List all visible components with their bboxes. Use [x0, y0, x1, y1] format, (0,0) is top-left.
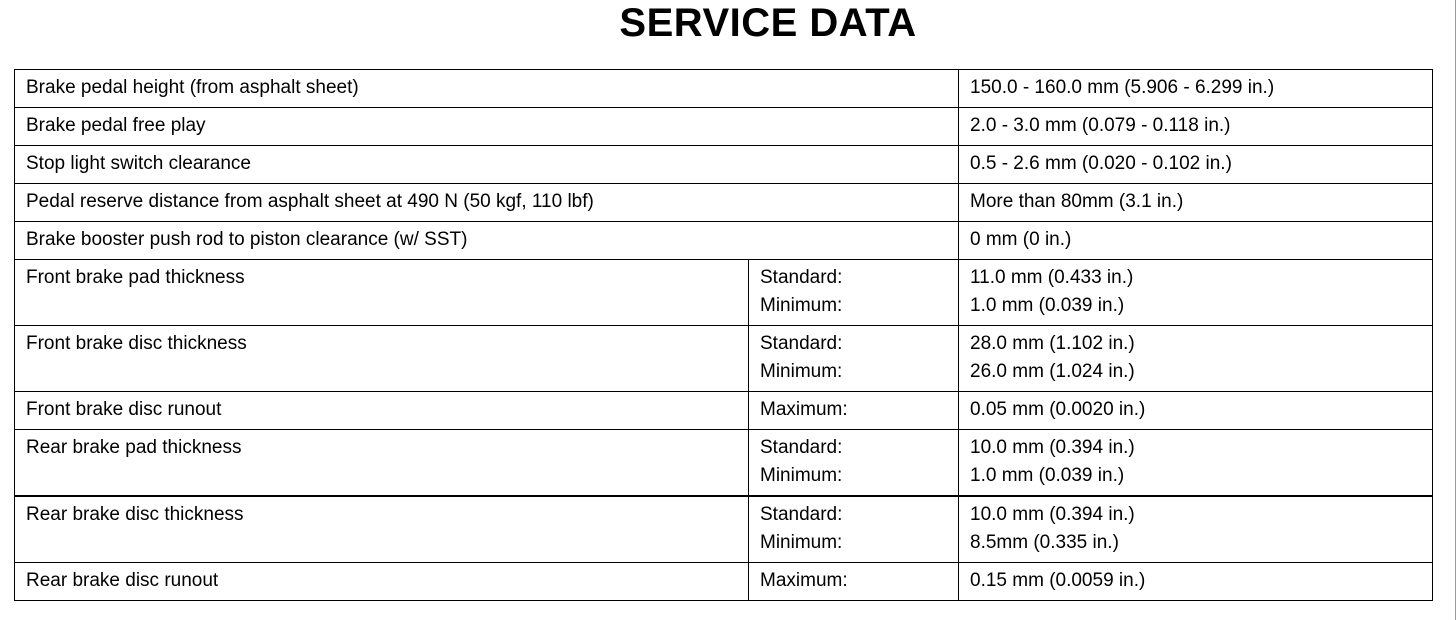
condition-cell [749, 392, 959, 430]
condition-label: Standard: [760, 437, 843, 458]
service-data-table [14, 69, 1433, 601]
condition-cell [749, 496, 959, 563]
item-cell: Brake pedal free play [15, 108, 959, 146]
condition-label: Minimum: [760, 465, 843, 486]
item-cell: Front brake disc thickness [15, 326, 749, 392]
value-line: 10.0 mm (0.394 in.) [970, 437, 1135, 458]
item-cell: Stop light switch clearance [15, 146, 959, 184]
table-row [15, 146, 1433, 184]
condition-label: Standard: [760, 333, 843, 354]
table-row [15, 563, 1433, 601]
item-cell: Rear brake disc thickness [15, 496, 749, 563]
table-row [15, 108, 1433, 146]
value-line: 10.0 mm (0.394 in.) [970, 504, 1135, 525]
value-cell [959, 430, 1433, 497]
value-cell: More than 80mm (3.1 in.) [959, 184, 1433, 222]
condition-label: Maximum: [760, 399, 848, 420]
value-line: 8.5mm (0.335 in.) [970, 532, 1119, 553]
page-title: SERVICE DATA [619, 1, 917, 45]
value-cell: 0.5 - 2.6 mm (0.020 - 0.102 in.) [959, 146, 1433, 184]
condition-label: Minimum: [760, 295, 843, 316]
item-cell: Rear brake pad thickness [15, 430, 749, 497]
table-row [15, 260, 1433, 326]
value-cell [959, 260, 1433, 326]
value-line: 0.05 mm (0.0020 in.) [970, 399, 1146, 420]
value-line: 28.0 mm (1.102 in.) [970, 333, 1135, 354]
value-cell: 0 mm (0 in.) [959, 222, 1433, 260]
item-cell: Front brake disc runout [15, 392, 749, 430]
table-row [15, 430, 1433, 497]
value-cell [959, 326, 1433, 392]
value-cell [959, 496, 1433, 563]
value-cell [959, 563, 1433, 601]
condition-label: Maximum: [760, 570, 848, 591]
item-cell: Brake booster push rod to piston clearance (w/ SST) [15, 222, 959, 260]
value-cell: 150.0 - 160.0 mm (5.906 - 6.299 in.) [959, 70, 1433, 108]
value-line: 26.0 mm (1.024 in.) [970, 361, 1135, 382]
condition-label: Minimum: [760, 361, 843, 382]
condition-cell [749, 563, 959, 601]
condition-label: Standard: [760, 267, 843, 288]
value-line: 1.0 mm (0.039 in.) [970, 295, 1125, 316]
table-row [15, 70, 1433, 108]
item-cell: Rear brake disc runout [15, 563, 749, 601]
table-row [15, 326, 1433, 392]
item-cell: Front brake pad thickness [15, 260, 749, 326]
table-row [15, 496, 1433, 563]
condition-label: Minimum: [760, 532, 843, 553]
item-cell: Brake pedal height (from asphalt sheet) [15, 70, 959, 108]
table-row [15, 392, 1433, 430]
item-cell: Pedal reserve distance from asphalt sheet at 490 N (50 kgf, 110 lbf) [15, 184, 959, 222]
value-line: 1.0 mm (0.039 in.) [970, 465, 1125, 486]
table-row [15, 184, 1433, 222]
table-row [15, 222, 1433, 260]
value-cell: 2.0 - 3.0 mm (0.079 - 0.118 in.) [959, 108, 1433, 146]
value-line: 11.0 mm (0.433 in.) [970, 267, 1134, 288]
condition-cell [749, 260, 959, 326]
condition-cell [749, 326, 959, 392]
condition-cell [749, 430, 959, 497]
value-cell [959, 392, 1433, 430]
value-line: 0.15 mm (0.0059 in.) [970, 570, 1146, 591]
condition-label: Standard: [760, 504, 843, 525]
